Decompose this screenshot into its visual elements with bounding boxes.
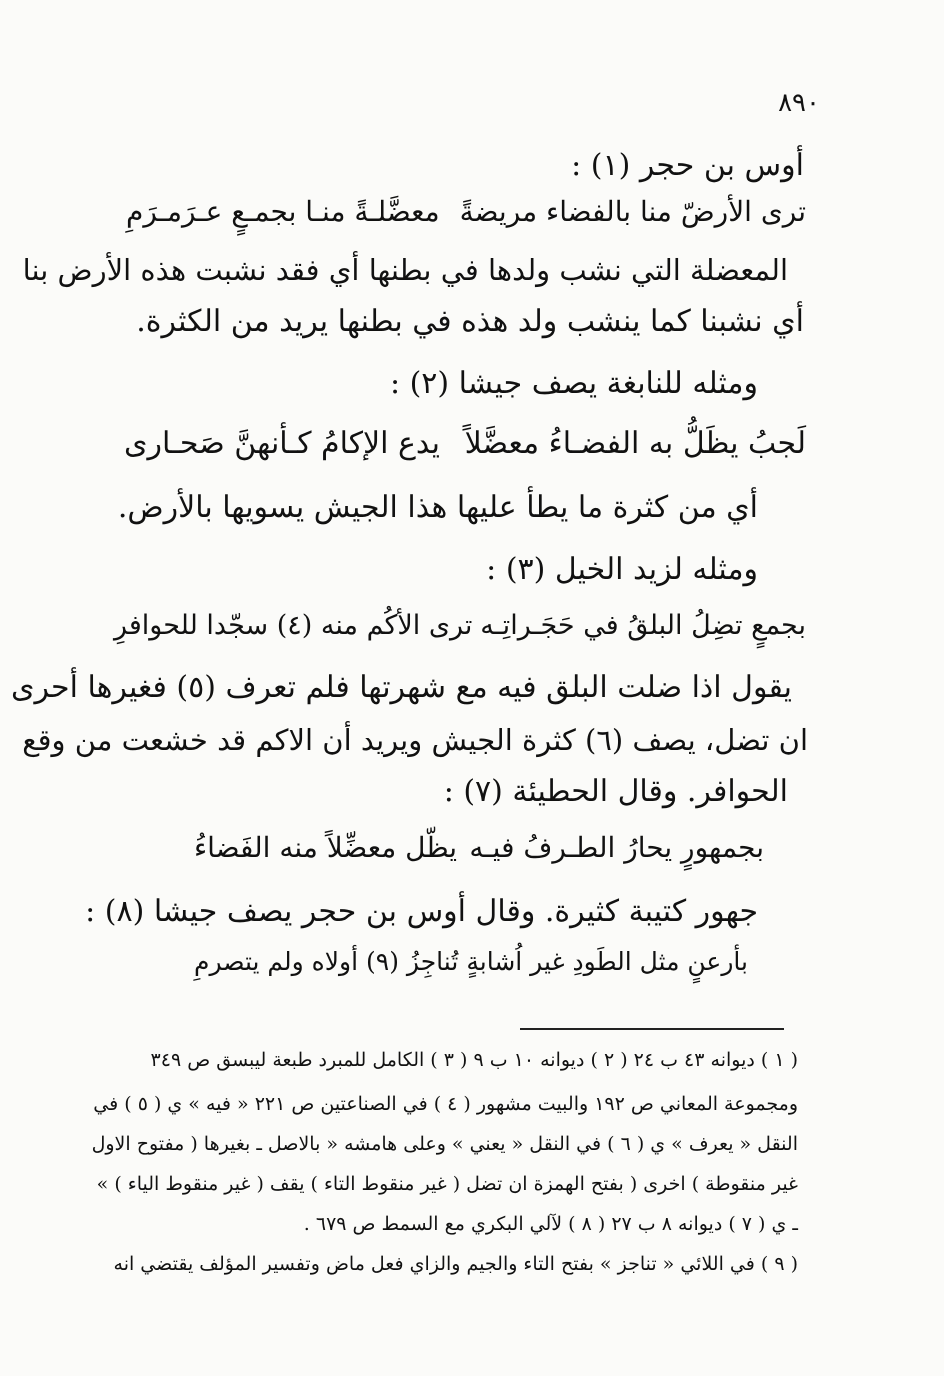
footnote-line: ( ٩ ) في اللائي « تناجز » بفتح التاء والجيم والزاي فعل ماض وتفسير المؤلف يقتضي انه	[113, 1253, 798, 1275]
verse-line	[114, 604, 806, 648]
footnote-line: ـ ي ( ٧ ) ديوانه ٨ ب ٢٧ ( ٨ ) لآلي البكري مع السمط ص ٦٧٩ .	[303, 1213, 798, 1235]
verse-first-hemistich: بجمهورٍ يحارُ الطـرفُ فيـه	[469, 831, 764, 864]
footnote-line: ومجموعة المعاني ص ١٩٢ والبيت مشهور ( ٤ ) في الصناعتين ص ٢٢١ « فيه » ي ( ٥ ) في	[93, 1093, 798, 1115]
verse-second-hemistich: تُناجِزُ (٩) أولاه ولم يتصرمِ	[194, 947, 459, 976]
verse-first-hemistich: لَجبُ يظَلُّ به الفضـاءُ معضَّلاً	[464, 426, 806, 461]
verse-first-hemistich: بجمعٍ تضِلُ البلقُ في حَجَـراتِـه	[480, 610, 806, 641]
verse-first-hemistich: ترى الأرضّ منا بالفضاء مريضةً	[459, 195, 806, 228]
text-line: ومثله لزيد الخيل (٣) :	[486, 552, 758, 587]
text-line: ومثله للنابغة يصف جيشا (٢) :	[389, 366, 758, 401]
text-line: المعضلة التي نشب ولدها في بطنها أي فقد نشبت هذه الأرض بنا	[22, 253, 788, 287]
verse-second-hemistich: ترى الأكُم منه (٤) سجّدا للحوافرِ	[114, 610, 473, 641]
verse-line	[124, 422, 806, 466]
verse-second-hemistich: يدع الإكامُ كـأنهنَّ صَحـارى	[124, 426, 441, 461]
verse-line	[194, 826, 764, 870]
text-line: يقول اذا ضلت البلق فيه مع شهرتها فلم تعرف (٥) فغيرها أحرى	[11, 670, 792, 705]
text-line: أوس بن حجر (١) :	[571, 148, 804, 183]
page-number: ٨٩٠	[778, 88, 820, 118]
text-line: أي نشبنا كما ينشب ولد هذه في بطنها يريد من الكثرة.	[136, 304, 804, 339]
footnote-line: النقل « يعرف » ي ( ٦ ) في النقل « يعني » وعلى هامشه « بالاصل ـ بغيرها ( مفتوح الاول	[91, 1133, 798, 1155]
text-line: أي من كثرة ما يطأ عليها هذا الجيش يسويها بالأرض.	[117, 490, 758, 525]
text-line: ان تضل، يصف (٦) كثرة الجيش ويريد أن الاكم قد خشعت من وقع	[22, 723, 808, 757]
text-line: جهور كتيبة كثيرة. وقال أوس بن حجر يصف جيشا (٨) :	[85, 894, 758, 929]
verse-second-hemistich: معضَّلـةً منـا بجمـعٍ عـرَمـرَمِ	[126, 195, 440, 228]
footnote-divider	[520, 1028, 784, 1030]
verse-line	[194, 940, 748, 984]
footnote-line: ( ١ ) ديوانه ٤٣ ب ٢٤ ( ٢ ) ديوانه ١٠ ب ٩ ( ٣ ) الكامل للمبرد طبعة ليبسق ص ٣٤٩	[150, 1049, 798, 1071]
verse-second-hemistich: يظّل معضِّلاً منه الفَضاءُ	[194, 831, 458, 864]
text-line: الحوافر. وقال الحطيئة (٧) :	[443, 774, 788, 809]
verse-line	[126, 190, 806, 234]
verse-first-hemistich: بأرعنٍ مثل الطَودِ غير اُشابةٍ	[466, 947, 748, 976]
footnote-line: غير منقوطة ) اخرى ( بفتح الهمزة ان تضل ( غير منقوط التاء ) يقف ( غير منقوط الياء ) »	[96, 1173, 798, 1195]
